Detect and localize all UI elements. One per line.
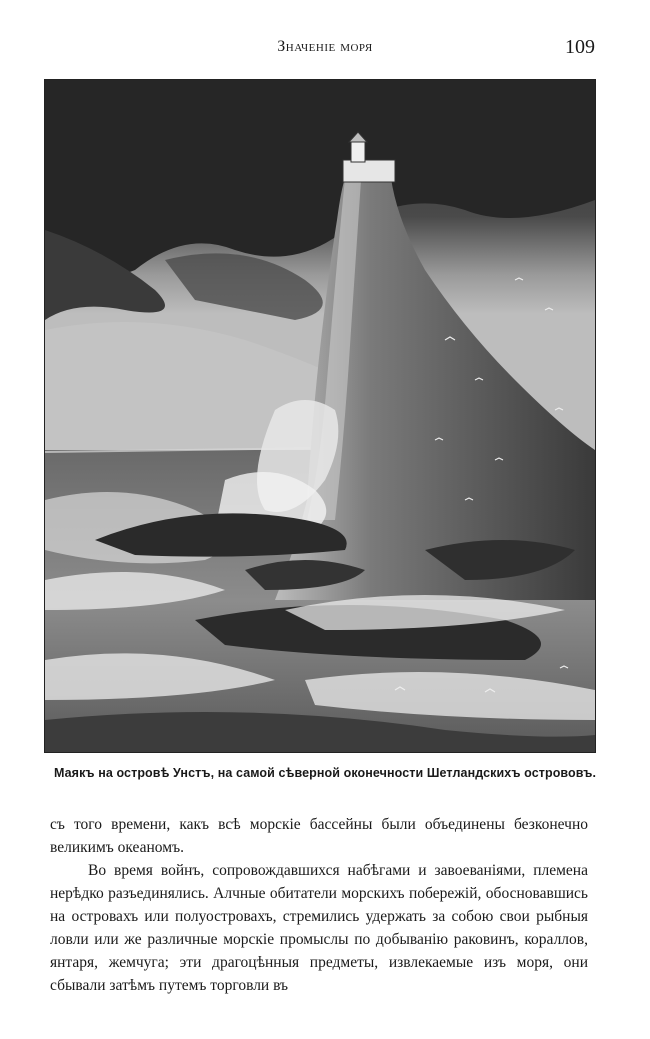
- paragraph-1: съ того времени, какъ всѣ морскіе бассейны были объединены безконечно великимъ океаномъ.: [50, 816, 588, 856]
- illustration-caption: Маякъ на островѣ Унстъ, на самой сѣверной оконечности Шетландскихъ острововъ.: [53, 766, 597, 780]
- page-number: 109: [565, 36, 595, 58]
- lighthouse-illustration: [44, 79, 596, 753]
- running-head: [0, 36, 650, 58]
- paragraph-2: Во время войнъ, сопровождавшихся набѣгами и завоеваніями, племена нерѣдко разъединялись. Алчные обитатели морскихъ побережій, обосновавшись на островахъ или полуостровахъ, стремились удержать за собою свои рыбныя ловли или же различные морскіе промыслы по добыванію раковинъ, кораллов, янтаря, жемчуга; эти драгоцѣнныя предметы, извлекаемые изъ моря, они сбывали затѣмъ путемъ торговли въ: [50, 862, 588, 994]
- body-text: [50, 813, 588, 997]
- running-title: Значеніе моря: [277, 38, 373, 55]
